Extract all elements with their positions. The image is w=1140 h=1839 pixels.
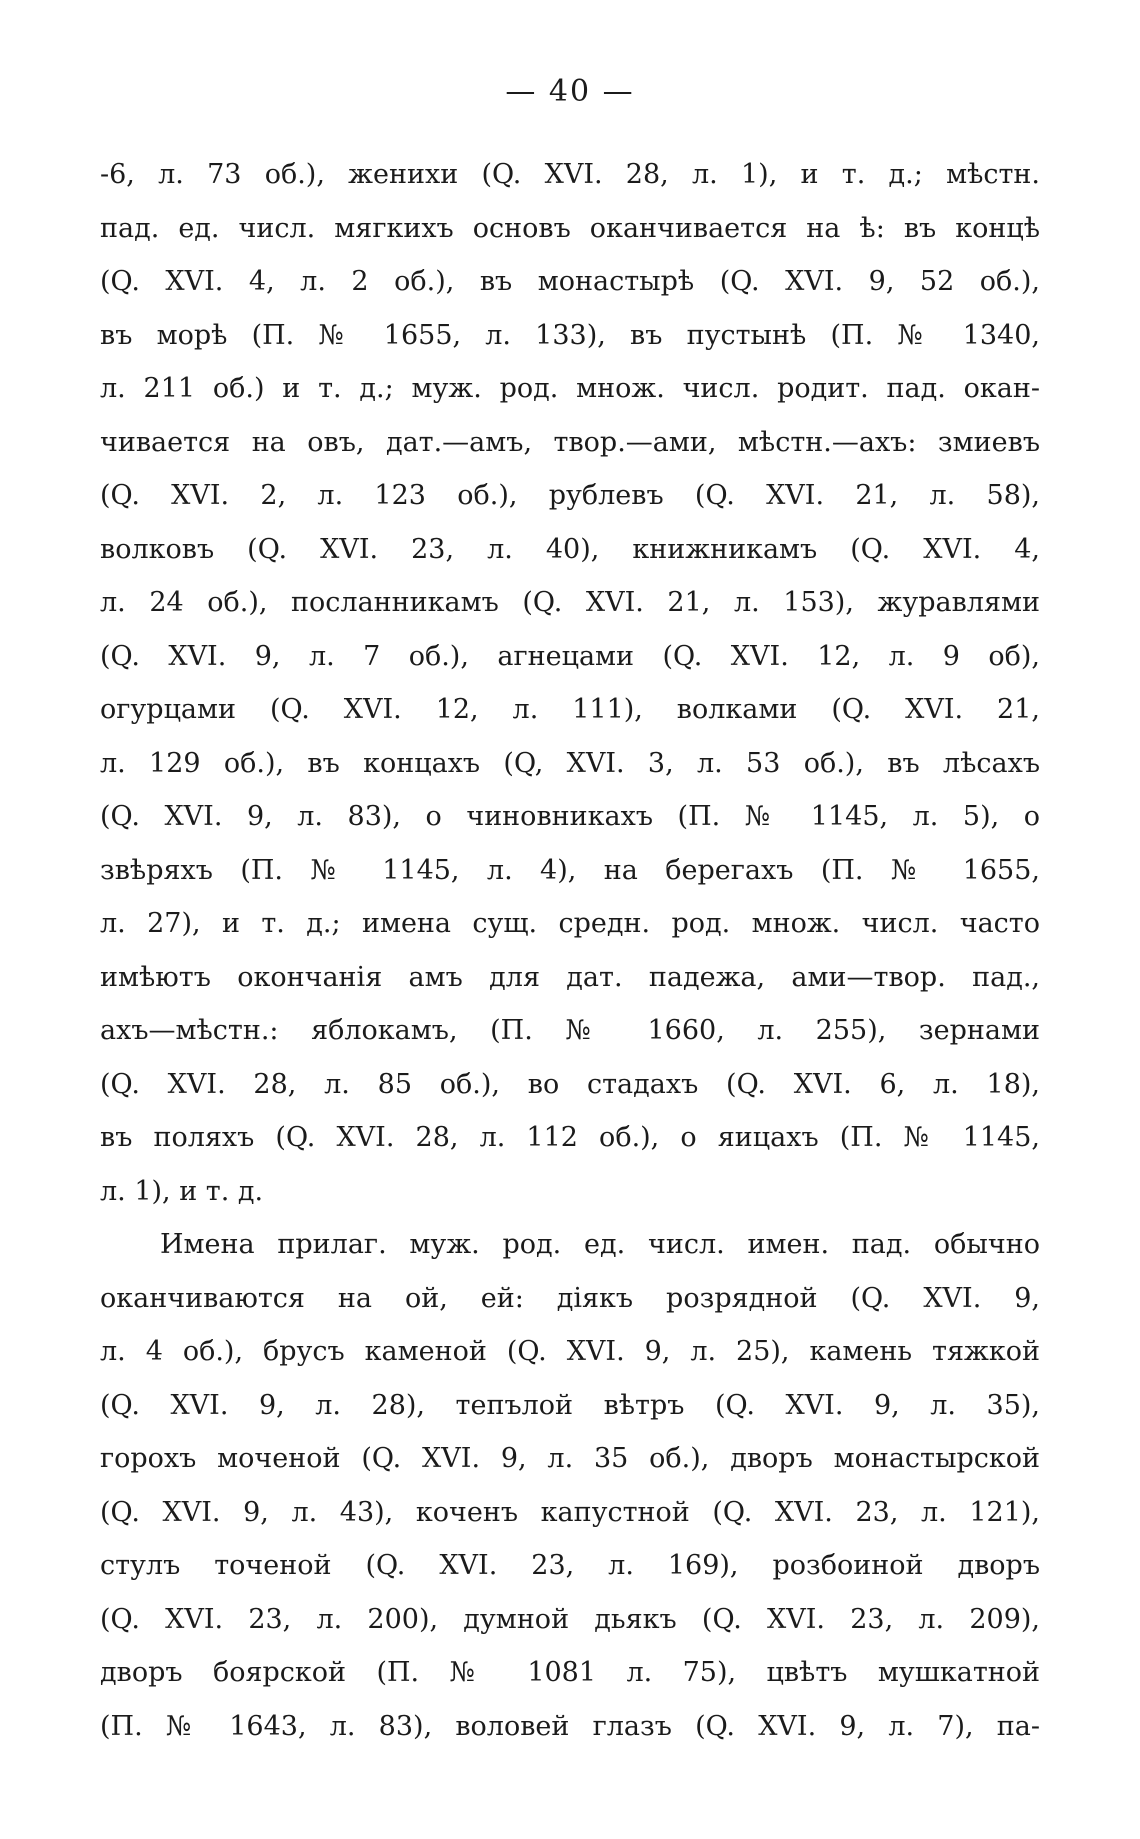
text-line: звѣряхъ (П. № 1145, л. 4), на берегахъ (П. № 1655,	[100, 854, 1040, 886]
text-line: въ поляхъ (Q. XVI. 28, л. 112 об.), о яицахъ (П. № 1145,	[100, 1122, 1040, 1153]
text-line: (П. № 1643, л. 83), воловей глазъ (Q. XVI. 9, л. 7), па-	[100, 1710, 1040, 1742]
text-line: (Q. XVI. 28, л. 85 об.), во стадахъ (Q. XVI. 6, л. 18),	[100, 1068, 1040, 1100]
text-line: волковъ (Q. XVI. 23, л. 40), книжникамъ (Q. XVI. 4,	[100, 533, 1040, 565]
text-line: (Q. XVI. 9, л. 43), коченъ капустной (Q. XVI. 23, л. 121),	[100, 1496, 1040, 1528]
text-line: л. 27), и т. д.; имена сущ. средн. род. множ. числ. часто	[100, 908, 1040, 939]
text-line: л. 24 об.), посланникамъ (Q. XVI. 21, л. 153), журавлями	[100, 587, 1040, 618]
text-line: (Q. XVI. 2, л. 123 об.), рублевъ (Q. XVI. 21, л. 58),	[100, 480, 1040, 511]
paragraph-adjectives	[100, 1218, 1040, 1753]
text-line: л. 4 об.), брусъ каменой (Q. XVI. 9, л. 25), камень тяжкой	[100, 1336, 1040, 1367]
text-line: (Q. XVI. 9, л. 83), о чиновникахъ (П. № 1145, л. 5), о	[100, 801, 1040, 832]
text-line: въ морѣ (П. № 1655, л. 133), въ пустынѣ (П. № 1340,	[100, 319, 1040, 351]
text-line: оканчиваются на ой, ей: дiякъ розрядной (Q. XVI. 9,	[100, 1282, 1040, 1314]
text-line: (Q. XVI. 4, л. 2 об.), въ монастырѣ (Q. XVI. 9, 52 об.),	[100, 266, 1040, 297]
text-line: (Q. XVI. 9, л. 28), тепълой вѣтръ (Q. XVI. 9, л. 35),	[100, 1389, 1040, 1421]
paragraph-continuation	[100, 148, 1040, 1218]
text-line: ахъ—мѣстн.: яблокамъ, (П. № 1660, л. 255), зернами	[100, 1015, 1040, 1046]
text-line: горохъ моченой (Q. XVI. 9, л. 35 об.), дворъ монастырской	[100, 1443, 1040, 1474]
text-line: дворъ боярской (П. № 1081 л. 75), цвѣтъ мушкатной	[100, 1657, 1040, 1688]
text-line: л. 129 об.), въ концахъ (Q, XVI. 3, л. 53 об.), въ лѣсахъ	[100, 747, 1040, 779]
text-line: стулъ точеной (Q. XVI. 23, л. 169), розбоиной дворъ	[100, 1550, 1040, 1581]
text-line: пад. ед. числ. мягкихъ основъ оканчивается на ѣ: въ концѣ	[100, 212, 1040, 244]
text-line: -6, л. 73 об.), женихи (Q. XVI. 28, л. 1), и т. д.; мѣстн.	[100, 159, 1040, 190]
text-line: огурцами (Q. XVI. 12, л. 111), волками (Q. XVI. 21,	[100, 694, 1040, 725]
text-line: чивается на овъ, дат.—амъ, твор.—ами, мѣстн.—ахъ: змиевъ	[100, 426, 1040, 458]
text-line: имѣютъ окончанія амъ для дат. падежа, ами—твор. пад.,	[100, 961, 1040, 993]
text-line: л. 1), и т. д.	[100, 1175, 264, 1207]
text-line: (Q. XVI. 9, л. 7 об.), агнецами (Q. XVI. 12, л. 9 об),	[100, 640, 1040, 672]
text-line: л. 211 об.) и т. д.; муж. род. множ. числ. родит. пад. окан-	[100, 373, 1040, 404]
text-line: Имена прилаг. муж. род. ед. числ. имен. пад. обычно	[160, 1229, 1040, 1260]
page-number: — 40 —	[505, 74, 635, 109]
text-line: (Q. XVI. 23, л. 200), думной дьякъ (Q. XVI. 23, л. 209),	[100, 1603, 1040, 1635]
